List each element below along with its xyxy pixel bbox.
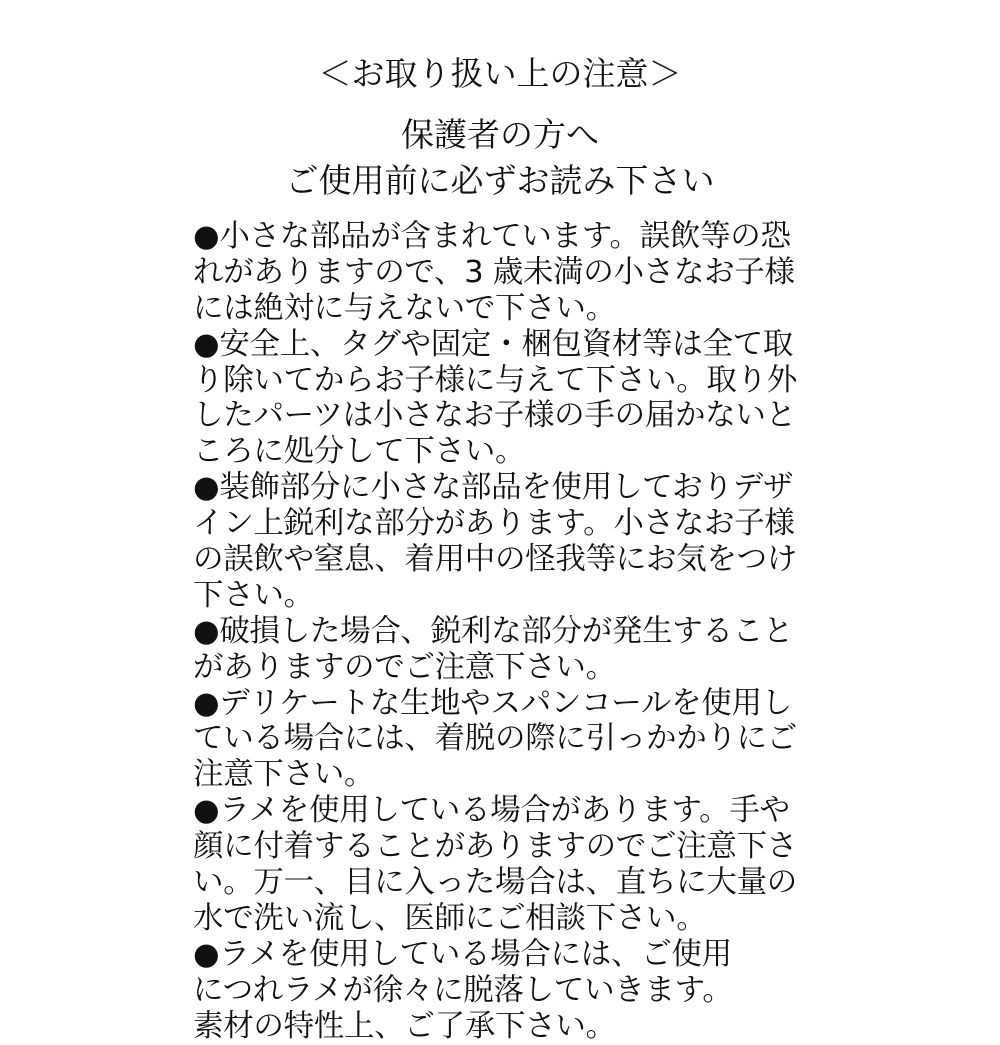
notice-title: ＜お取り扱い上の注意＞ [318, 54, 682, 93]
caution-line: イン上鋭利な部分があります。小さなお子様 [193, 506, 795, 542]
caution-line: れがありますので、3 歳未満の小さなお子様 [193, 254, 795, 290]
caution-line: には絶対に与えないで下さい。 [193, 290, 616, 326]
caution-line: につれラメが徐々に脱落していきます。 [193, 972, 733, 1008]
caution-line: 素材の特性上、ご了承下さい。 [193, 1008, 616, 1044]
caution-line: い。万一、目に入った場合は、直ちに大量の [193, 865, 797, 901]
caution-line: したパーツは小さなお子様の手の届かないと [193, 398, 796, 434]
caution-line: ●装飾部分に小さな部品を使用しておりデザ [193, 470, 794, 506]
caution-line: り除いてからお子様に与えて下さい。取り外 [193, 362, 797, 398]
caution-line: の誤飲や窒息、着用中の怪我等にお気をつけ [193, 542, 797, 578]
caution-line: ●ラメを使用している場合があります。手や [193, 793, 790, 829]
caution-body [193, 219, 833, 1044]
caution-line: ●破損した場合、鋭利な部分が発生すること [193, 613, 794, 649]
caution-line: がありますのでご注意下さい。 [193, 649, 616, 685]
notice-subtitle-read-before-use: ご使用前に必ずお読み下さい [285, 161, 715, 200]
caution-line: 注意下さい。 [193, 757, 375, 793]
caution-line: 下さい。 [193, 577, 314, 613]
caution-line: ころに処分して下さい。 [193, 434, 526, 470]
notice-subtitle-guardians: 保護者の方へ [401, 115, 599, 154]
caution-line: ●ラメを使用している場合には、ご使用 [193, 936, 732, 972]
caution-line: 顔に付着することがありますのでご注意下さ [193, 829, 797, 865]
caution-line: ●デリケートな生地やスパンコールを使用し [193, 685, 792, 721]
caution-line: ●安全上、タグや固定・梱包資材等は全て取 [193, 326, 794, 362]
caution-line: ている場合には、着脱の際に引っかかりにご [193, 721, 797, 757]
caution-line: 水で洗い流し、医師にご相談下さい。 [193, 900, 707, 936]
caution-line: ●小さな部品が含まれています。誤飲等の恐 [193, 219, 791, 254]
